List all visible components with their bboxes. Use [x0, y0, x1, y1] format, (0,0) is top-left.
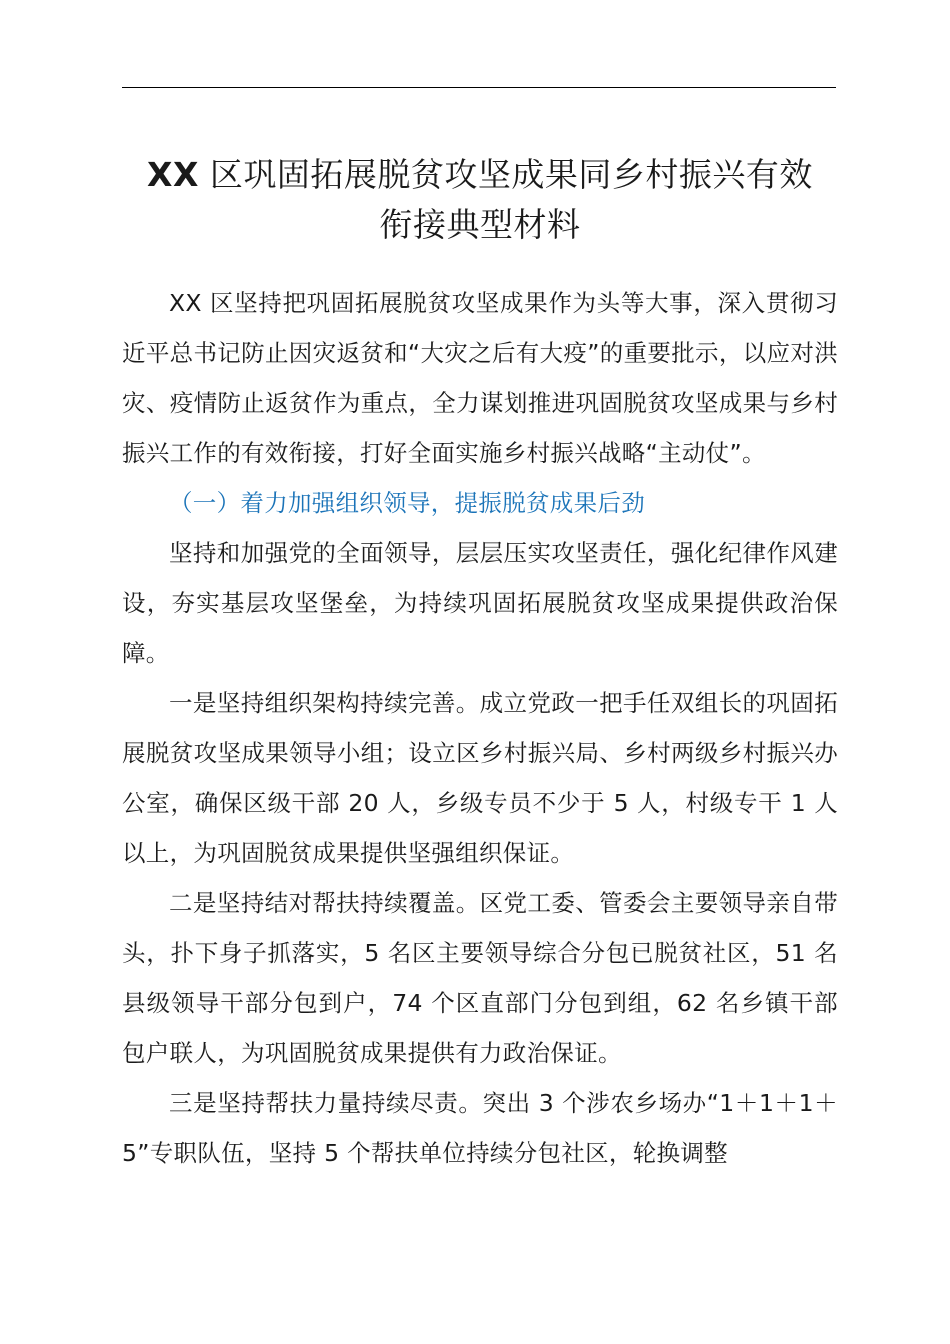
point-two-paragraph: 二是坚持结对帮扶持续覆盖。区党工委、管委会主要领导亲自带头，扑下身子抓落实，5 名区主要领导综合分包已脱贫社区，51 名县级领导干部分包到户，74 个区直部门分包到组，62 名乡镇干部包户联人，为巩固脱贫成果提供有力政治保证。 — [122, 889, 838, 1067]
header-rule — [122, 87, 836, 88]
title-line2: 衔接典型材料 — [379, 205, 581, 244]
section-paragraph: 坚持和加强党的全面领导，层层压实攻坚责任，强化纪律作风建设，夯实基层攻坚堡垒，为持续巩固拓展脱贫攻坚成果提供政治保障。 — [122, 539, 838, 667]
title-line1: 区巩固拓展脱贫攻坚成果同乡村振兴有效 — [198, 155, 813, 194]
document-body — [122, 278, 838, 1178]
section-heading: （一）着力加强组织领导，提振脱贫成果后劲 — [169, 489, 645, 517]
point-one-paragraph: 一是坚持组织架构持续完善。成立党政一把手任双组长的巩固拓展脱贫攻坚成果领导小组；设立区乡村振兴局、乡村两级乡村振兴办公室，确保区级干部 20 人，乡级专员不少于 5 人，村级专干 1 人以上，为巩固脱贫成果提供坚强组织保证。 — [122, 689, 838, 867]
point-three-paragraph: 三是坚持帮扶力量持续尽责。突出 3 个涉农乡场办“1＋1＋1＋5”专职队伍，坚持 5 个帮扶单位持续分包社区，轮换调整 — [122, 1089, 838, 1167]
intro-paragraph: XX 区坚持把巩固拓展脱贫攻坚成果作为头等大事，深入贯彻习近平总书记防止因灾返贫和“大灾之后有大疫”的重要批示，以应对洪灾、疫情防止返贫作为重点，全力谋划推进巩固脱贫攻坚成果与乡村振兴工作的有效衔接，打好全面实施乡村振兴战略“主动仗”。 — [122, 289, 838, 467]
title-prefix: XX — [147, 155, 199, 194]
document-title — [100, 150, 860, 250]
